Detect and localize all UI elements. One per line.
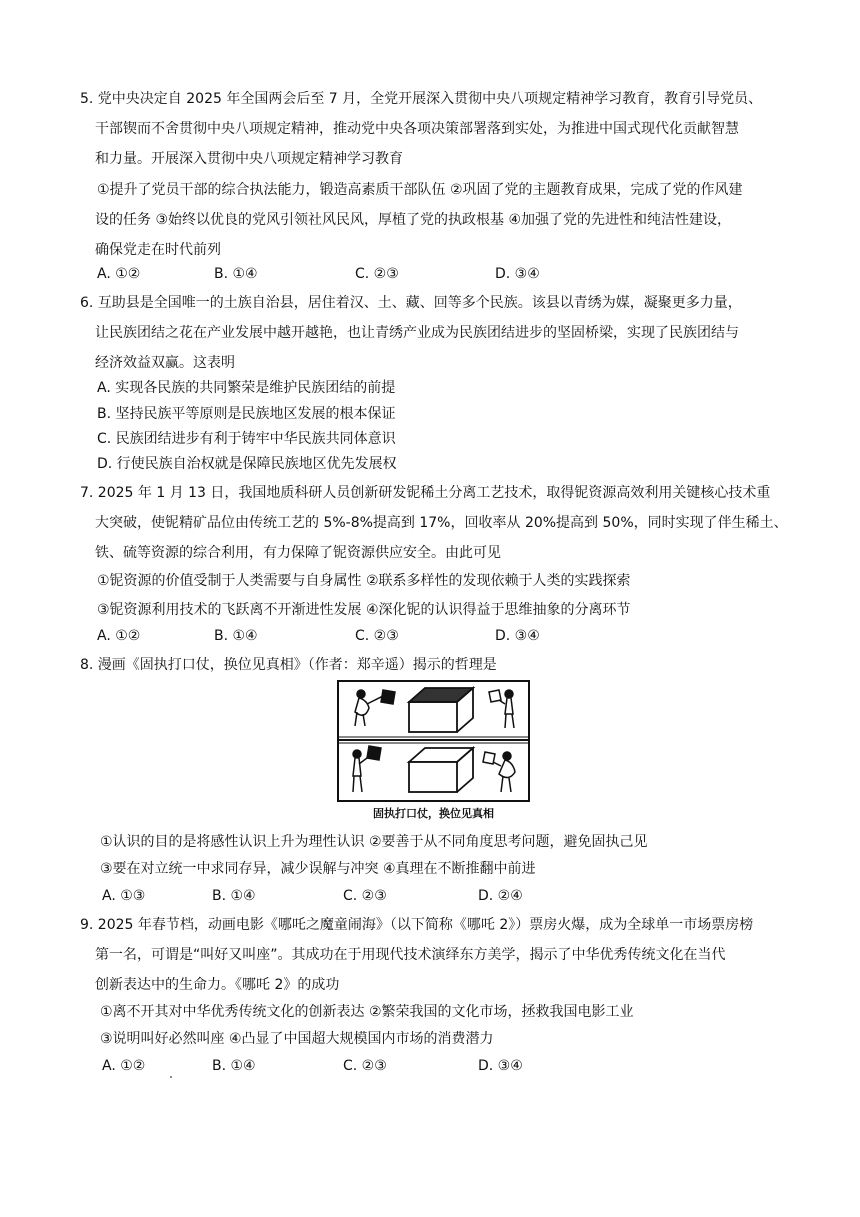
cartoon-caption: 固执打口仗，换位见真相 [373,807,494,820]
question-9-option-c[interactable]: C. ②③ [343,1058,387,1074]
question-6-stem-line: 让民族团结之花在产业发展中越开越艳，也让青绣产业成为民族团结进步的坚固桥梁，实现了民族团结与 [95,325,739,341]
question-6-stem-line: 经济效益双赢。这表明 [95,355,235,371]
question-8-option-a[interactable]: A. ①③ [102,888,146,904]
question-9-stem-line: 第一名，可谓是“叫好又叫座”。其成功在于用现代技术演绎东方美学，揭示了中华优秀传统文化在当代 [95,947,726,963]
question-6-option-b[interactable]: B. 坚持民族平等原则是民族地区发展的根本保证 [97,406,396,422]
question-5-stem-line: 和力量。开展深入贯彻中央八项规定精神学习教育 [95,151,403,167]
question-6-option-d[interactable]: D. 行使民族自治权就是保障民族地区优先发展权 [97,456,397,472]
figure-bottom-left [353,746,381,792]
question-8-statement-line: ①认识的目的是将感性认识上升为理性认识 ②要善于从不同角度思考问题，避免固执己见 [100,834,648,850]
question-7-statement-line: ③铌资源利用技术的飞跃离不开渐进性发展 ④深化铌的认识得益于思维抽象的分离环节 [97,602,631,618]
cartoon-image [337,680,530,802]
question-7-stem-line: 7. 2025 年 1 月 13 日，我国地质科研人员创新研发铌稀土分离工艺技术，取得铌资源高效利用关键核心技术重 [80,485,771,501]
question-9-stem-line: 9. 2025 年春节档，动画电影《哪吒之魔童闹海》（以下简称《哪吒 2》）票房火爆，成为全球单一市场票房榜 [80,917,754,933]
question-8-stem-line: 8. 漫画《固执打口仗，换位见真相》（作者：郑辛遥）揭示的哲理是 [80,657,497,673]
question-9-option-d[interactable]: D. ③④ [478,1058,523,1074]
box-bottom [409,748,473,792]
question-5-stem-line: 5. 党中央决定自 2025 年全国两会后至 7 月，全党开展深入贯彻中央八项规定精神学习教育，教育引导党员、 [80,91,763,107]
question-6-stem-line: 6. 互助县是全国唯一的土族自治县，居住着汉、土、藏、回等多个民族。该县以青绣为媒，凝聚更多力量， [80,295,742,311]
question-5-option-d[interactable]: D. ③④ [495,266,540,282]
question-5-stem-line: 干部锲而不舍贯彻中央八项规定精神，推动党中央各项决策部署落到实处，为推进中国式现代化贡献智慧 [95,121,739,137]
stray-dot [170,1076,172,1078]
question-9-statement-line: ①离不开其对中华优秀传统文化的创新表达 ②繁荣我国的文化市场，拯救我国电影工业 [100,1004,634,1020]
question-8-option-d[interactable]: D. ②④ [478,888,523,904]
figure-top-right [489,690,514,728]
box-top [409,688,473,732]
figure-bottom-right [483,752,515,792]
question-6-option-a[interactable]: A. 实现各民族的共同繁荣是维护民族团结的前提 [97,380,396,396]
question-5-statement-line: 设的任务 ③始终以优良的党风引领社风民风，厚植了党的执政根基 ④加强了党的先进性和纯洁性建设， [95,212,731,228]
question-7-option-c[interactable]: C. ②③ [355,628,399,644]
question-7-statement-line: ①铌资源的价值受制于人类需要与自身属性 ②联系多样性的发现依赖于人类的实践探索 [97,573,631,589]
question-8-statement-line: ③要在对立统一中求同存异，减少误解与冲突 ④真理在不断推翻中前进 [100,861,536,877]
figure-top-left [355,690,395,726]
question-5-statement-line: ①提升了党员干部的综合执法能力，锻造高素质干部队伍 ②巩固了党的主题教育成果，完成了党的作风建 [97,182,743,198]
question-5-statement-line: 确保党走在时代前列 [95,242,221,258]
question-7-option-d[interactable]: D. ③④ [495,628,540,644]
question-6-option-c[interactable]: C. 民族团结进步有利于铸牢中华民族共同体意识 [97,431,396,447]
question-7-stem-line: 铁、硫等资源的综合利用，有力保障了铌资源供应安全。由此可见 [95,545,501,561]
question-8-option-b[interactable]: B. ①④ [212,888,256,904]
cartoon-drawing [339,682,528,800]
question-9-option-b[interactable]: B. ①④ [212,1058,256,1074]
question-8-option-c[interactable]: C. ②③ [343,888,387,904]
question-9-option-a[interactable]: A. ①② [102,1058,146,1074]
question-9-statement-line: ③说明叫好必然叫座 ④凸显了中国超大规模国内市场的消费潜力 [100,1031,494,1047]
question-7-option-b[interactable]: B. ①④ [214,628,258,644]
question-5-option-b[interactable]: B. ①④ [214,266,258,282]
question-5-option-c[interactable]: C. ②③ [355,266,399,282]
question-7-stem-line: 大突破，使铌精矿品位由传统工艺的 5%-8%提高到 17%，回收率从 20%提高到 50%，同时实现了伴生稀土、 [95,515,788,531]
question-9-stem-line: 创新表达中的生命力。《哪吒 2》的成功 [95,977,340,993]
question-5-option-a[interactable]: A. ①② [97,266,141,282]
question-7-option-a[interactable]: A. ①② [97,628,141,644]
